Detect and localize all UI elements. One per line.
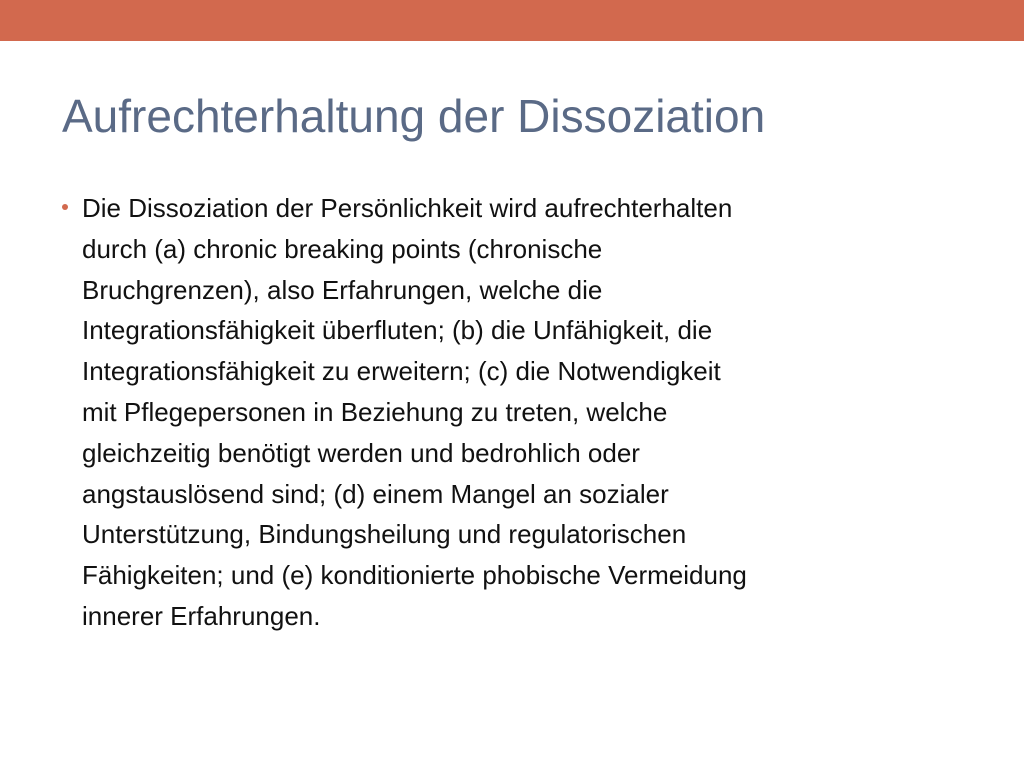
bullet-line: Integrationsfähigkeit zu erweitern; (c) die Notwendigkeit bbox=[82, 356, 721, 387]
bullet-line: Integrationsfähigkeit überfluten; (b) die Unfähigkeit, die bbox=[82, 315, 713, 346]
bullet-line: Die Dissoziation der Persönlichkeit wird aufrechterhalten bbox=[82, 193, 733, 223]
bullet-line: mit Pflegepersonen in Beziehung zu treten, welche bbox=[82, 396, 668, 427]
bullet-dot-icon bbox=[62, 204, 68, 210]
top-accent-bar bbox=[0, 0, 1024, 41]
bullet-line: gleichzeitig benötigt werden und bedrohlich oder bbox=[82, 437, 640, 468]
bullet-line: innerer Erfahrungen. bbox=[82, 600, 321, 631]
bullet-line: angstauslösend sind; (d) einem Mangel an sozialer bbox=[82, 478, 669, 509]
bullet-line: durch (a) chronic breaking points (chronische bbox=[82, 233, 603, 264]
bullet-line: Fähigkeiten; und (e) konditionierte phobische Vermeidung bbox=[82, 560, 747, 591]
bullet-line: Unterstützung, Bindungsheilung und regulatorischen bbox=[82, 519, 687, 550]
bullet-line: Bruchgrenzen), also Erfahrungen, welche die bbox=[82, 274, 603, 305]
bullet-text bbox=[82, 188, 982, 637]
slide-title: Aufrechterhaltung der Dissoziation bbox=[62, 90, 766, 142]
bullet-item bbox=[62, 188, 982, 637]
bullet-list bbox=[62, 188, 982, 637]
